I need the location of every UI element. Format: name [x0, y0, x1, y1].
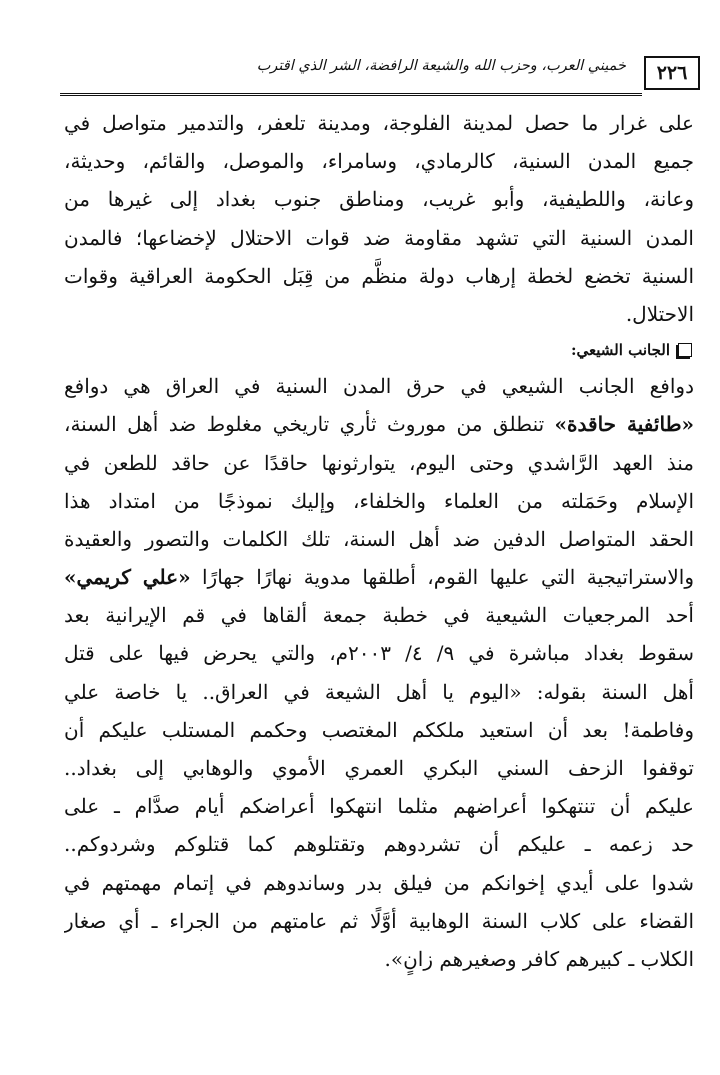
text-line	[64, 558, 694, 596]
text-line: المدن السنية التي تشهد مقاومة ضد قوات الاحتلال لإخضاعها؛ فالمدن	[64, 225, 694, 250]
page-number: ٢٢٦	[644, 56, 700, 90]
text-line: على غرار ما حصل لمدينة الفلوجة، ومدينة تلعفر، والتدمير متواصل في	[64, 111, 694, 135]
text-line: سقوط بغداد مباشرة في ٩/ ٤/ ٢٠٠٣م، والتي يحرض فيها على قتل	[64, 641, 694, 666]
bold-phrase: «طائفية حاقدة»	[554, 412, 694, 437]
paragraph-1	[64, 104, 694, 333]
text-run: والاستراتيجية التي عليها القوم، أطلقها مدوية نهارًا جهارًا	[190, 565, 694, 590]
section-heading-text: الجانب الشيعي:	[570, 341, 670, 360]
text-line: الحقد المتواصل الدفين ضد أهل السنة، تلك الكلمات والتصور والعقيدة	[64, 526, 694, 551]
text-line: الإسلام وحَمَلته من العلماء والخلفاء، وإليك نموذجًا من امتداد هذا	[64, 488, 694, 513]
bold-phrase: «علي كريمي»	[64, 565, 191, 590]
running-header	[60, 54, 700, 96]
body-text	[64, 104, 694, 978]
text-line: شدوا على أيدي إخوانكم من فيلق بدر وساندوهم في إتمام مهمتهم في	[64, 870, 694, 895]
text-line: أحد المرجعيات الشيعية في خطبة جمعة ألقاها في قم الإيرانية بعد	[64, 603, 694, 628]
text-line: وعانة، واللطيفية، وأبو غريب، ومناطق جنوب بغداد إلى غيرها من	[64, 187, 694, 212]
running-title: خميني العرب، وحزب الله والشيعة الرافضة، الشر الذي اقترب	[256, 58, 626, 74]
text-line	[64, 405, 694, 443]
text-line: الاحتلال.	[625, 301, 694, 326]
text-line: حد زعمه ـ عليكم أن تشردوهم وتقتلوهم كما قتلوكم وشردوكم..	[64, 832, 694, 857]
text-line: أهل السنة بقوله: «اليوم يا أهل الشيعة في العراق.. يا خاصة علي	[64, 679, 694, 704]
paragraph-2	[64, 367, 694, 978]
header-divider	[60, 93, 642, 96]
text-line: منذ العهد الرَّاشدي وحتى اليوم، يتوارثونها حاقدًا عن حاقد للطعن في	[64, 450, 694, 475]
section-heading	[64, 335, 694, 365]
text-line: السنية تخضع لخطة إرهاب دولة منظَّم من قِبَل الحكومة العراقية وقوات	[64, 263, 694, 288]
text-line: عليكم أن تنتهكوا أعراضهم مثلما انتهكوا أعراضكم أيام صدَّام ـ على	[64, 794, 694, 819]
text-line: الكلاب ـ كبيرهم كافر وصغيرهم زانٍ».	[384, 946, 694, 971]
text-line: دوافع الجانب الشيعي في حرق المدن السنية في العراق هي دوافع	[64, 374, 694, 399]
checkbox-bullet-icon	[678, 343, 692, 357]
text-line: توقفوا الزحف السني البكري العمري الأموي والوهابي إلى بغداد..	[64, 756, 694, 780]
text-line: جميع المدن السنية، كالرمادي، وسامراء، والموصل، والقائم، وحديثة،	[64, 149, 694, 174]
text-line: القضاء على كلاب السنة الوهابية أوَّلًا ثم عامتهم من الجراء ـ أي صغار	[64, 908, 694, 933]
text-line: وفاطمة! بعد أن استعيد ملككم المغتصب وحكمم المستلب عليكم أن	[64, 717, 694, 742]
text-run: تنطلق من موروث ثأري تاريخي مغلوط ضد أهل السنة،	[64, 412, 555, 437]
